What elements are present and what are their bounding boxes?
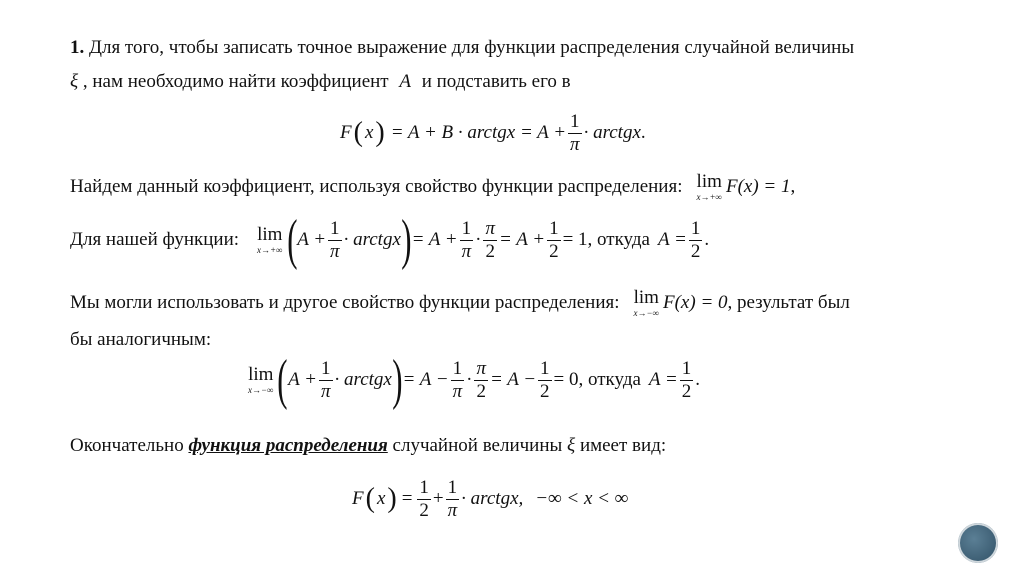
- f1-x: x: [364, 122, 374, 144]
- f1-tail: · arctgx: [583, 122, 641, 144]
- paragraph-2: [70, 172, 795, 202]
- f2-frac-1: [319, 359, 333, 402]
- paragraph-5: [70, 436, 666, 455]
- paragraph-3-text: Для нашей функции:: [70, 229, 240, 250]
- f2-frac-3: [474, 359, 488, 402]
- f3-range: −∞ < x < ∞: [535, 488, 629, 510]
- p3-d1: π: [330, 240, 340, 262]
- p3-d2: π: [461, 240, 472, 262]
- f3-x: x: [376, 488, 386, 510]
- p3-dot: ·: [475, 229, 482, 250]
- p3-n3: π: [485, 217, 496, 239]
- p2-end: ,: [790, 176, 796, 197]
- p3-A: A +: [297, 229, 327, 250]
- paragraph-3: [70, 209, 710, 271]
- p5-text2: случайной величины: [392, 435, 563, 456]
- p3-n1: 1: [330, 217, 340, 239]
- f2-n4: 1: [540, 357, 550, 379]
- p3-n4: 1: [549, 217, 559, 239]
- paragraph-4: [70, 288, 850, 318]
- formula-3: F ( x ) = $\frac{1}{2}$ + $\frac{1}{\pi}$ · arctgx, −∞ < x < ∞: [352, 477, 629, 521]
- f2-n5: 1: [681, 357, 692, 379]
- f1-frac-den: π: [570, 133, 580, 155]
- p4-line2: бы аналогичным:: [70, 329, 212, 350]
- p5-text3: имеет вид:: [579, 435, 667, 456]
- f1-eq: = A + B · arctgx = A +: [390, 122, 567, 144]
- p3-eq3: = 1: [562, 229, 588, 250]
- f2-lim-sub: x→−∞: [248, 385, 274, 395]
- f3-n1: 1: [419, 477, 429, 498]
- p4-lim-sub: x→−∞: [633, 308, 659, 318]
- f2-arct: · arctgx: [334, 369, 392, 390]
- f2-n1: 1: [321, 357, 331, 379]
- p3-frac-5: [689, 219, 703, 262]
- f2-d2: π: [452, 380, 463, 402]
- p3-frac-4: [547, 219, 561, 262]
- p2-lim-sub: x→+∞: [696, 192, 722, 202]
- paragraph-1-text: Для того, чтобы записать точное выражение для функции распределения случайной величины: [89, 37, 855, 58]
- f2-frac-2: [451, 359, 465, 402]
- f1-frac-num: 1: [570, 111, 580, 132]
- f2-n3: π: [476, 357, 486, 379]
- p4-lim: [634, 288, 659, 318]
- f2-lparen: (: [277, 349, 288, 411]
- p3-frac-3: [483, 219, 497, 262]
- p3-A2: A =: [657, 229, 687, 250]
- paragraph-4-text: Мы могли использовать и другое свойство функции распределения:: [70, 292, 620, 313]
- distribution-function-link[interactable]: функция распределения: [188, 435, 388, 456]
- p3-end: .: [704, 229, 710, 250]
- p3-d4: 2: [549, 240, 559, 262]
- p3-n2: 1: [461, 217, 472, 239]
- p2-expr: F(x) = 1: [725, 176, 791, 197]
- f2-lim-label: lim: [248, 364, 274, 385]
- f3-eq: =: [401, 488, 413, 510]
- f3-frac-1: [417, 478, 431, 521]
- p3-eq: = A +: [411, 229, 458, 250]
- f2-otkuda: , откуда: [578, 369, 641, 390]
- p3-eq2: = A +: [499, 229, 546, 250]
- p3-d5: 2: [690, 240, 701, 262]
- p3-n5: 1: [690, 217, 701, 239]
- f1-F: F: [340, 122, 352, 144]
- f2-rparen: ): [392, 349, 403, 411]
- f2-dot: ·: [466, 369, 473, 390]
- f2-d1: π: [320, 380, 331, 402]
- item-number: 1.: [70, 37, 85, 58]
- p3-otkuda: , откуда: [587, 229, 650, 250]
- f1-fraction: [568, 112, 582, 155]
- p3-rparen: ): [401, 209, 412, 271]
- f2-A: A +: [288, 369, 317, 390]
- f2-lim: [248, 365, 273, 395]
- f3-d2: π: [447, 499, 458, 521]
- p5-xi: ξ: [567, 435, 576, 456]
- coefficient-a: A: [399, 71, 411, 92]
- p4-expr: F(x) = 0: [663, 292, 728, 313]
- p5-text1: Окончательно: [70, 435, 184, 456]
- f3-n2: 1: [447, 477, 458, 498]
- formula-2: [248, 349, 701, 411]
- paragraph-2-text: Найдем данный коэффициент, используя свойство функции распределения:: [70, 176, 683, 197]
- f3-tail: · arctgx,: [461, 488, 524, 510]
- f2-eq: = A −: [402, 369, 449, 390]
- f2-d5: 2: [681, 380, 692, 402]
- f3-d1: 2: [419, 499, 429, 521]
- paragraph-4-line-2: [70, 330, 211, 349]
- f2-frac-5: [680, 359, 694, 402]
- p4-lim-label: lim: [633, 287, 659, 308]
- f3-F: F: [352, 488, 364, 510]
- paragraph-1-text-3: и подставить его в: [421, 71, 571, 92]
- p3-lim: [257, 225, 282, 255]
- paragraph-1-line-2: [70, 72, 571, 91]
- p3-d3: 2: [485, 240, 495, 262]
- formula-1: F ( x ) = A + B · arctgx = A + $\frac{1}{\pi}$ · arctgx .: [340, 111, 646, 155]
- slide-nav-badge-icon[interactable]: [958, 523, 998, 563]
- paragraph-1-line-1: [70, 38, 854, 57]
- p3-frac-2: [460, 219, 474, 262]
- p2-lim-label: lim: [696, 171, 722, 192]
- f3-plus: +: [432, 488, 444, 510]
- f2-n2: 1: [452, 357, 463, 379]
- f2-d4: 2: [540, 380, 550, 402]
- f2-eq2: = A −: [489, 369, 537, 390]
- f2-frac-4: [538, 359, 552, 402]
- p3-lim-label: lim: [257, 224, 283, 245]
- p3-lim-sub: x→+∞: [257, 245, 283, 255]
- f1-end: .: [640, 122, 646, 144]
- p2-lim: [696, 172, 721, 202]
- xi-symbol: ξ: [70, 71, 79, 92]
- p3-frac-1: [328, 219, 342, 262]
- paragraph-1-text-2: , нам необходимо найти коэффициент: [82, 71, 389, 92]
- p3-arct: · arctgx: [343, 229, 401, 250]
- f2-A2: A =: [648, 369, 678, 390]
- f2-end: .: [695, 369, 701, 390]
- f2-eq3: = 0: [553, 369, 579, 390]
- p3-lparen: (: [286, 209, 297, 271]
- f2-d3: 2: [476, 380, 486, 402]
- p4-tail: , результат был: [727, 292, 850, 313]
- f3-frac-2: [446, 478, 460, 521]
